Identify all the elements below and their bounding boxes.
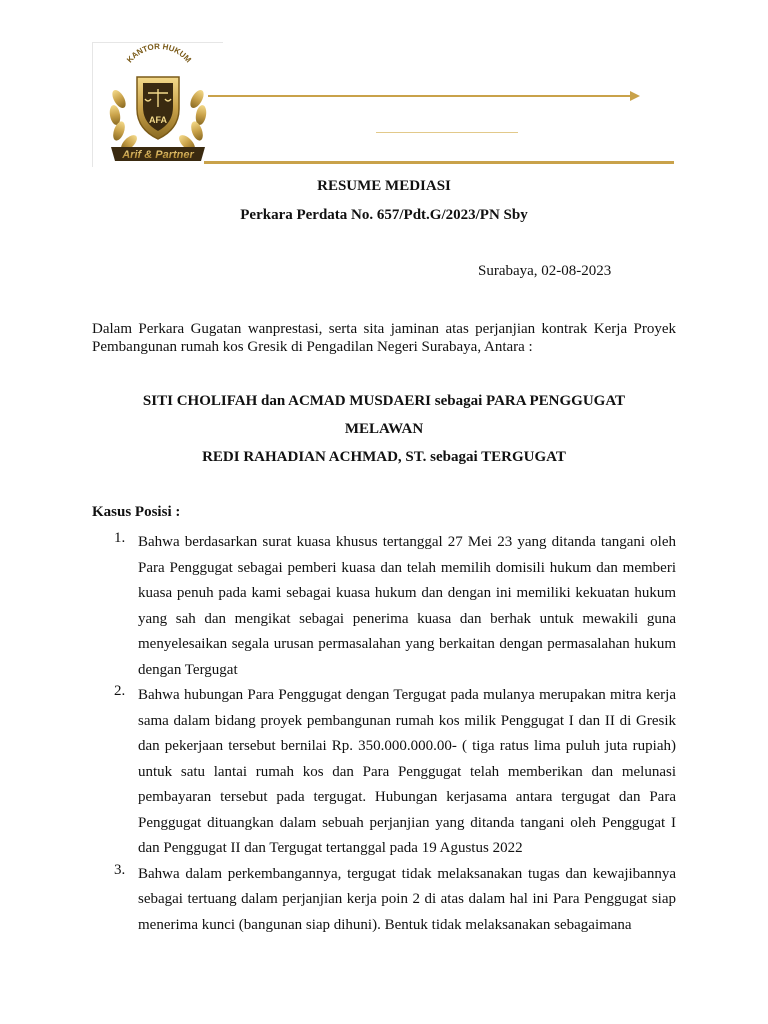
case-position-list: [92, 530, 676, 938]
document-date: Surabaya, 02-08-2023: [478, 263, 612, 279]
list-item-number: 1.: [114, 530, 126, 546]
list-item-number: 2.: [114, 683, 126, 699]
list-item-text: Bahwa hubungan Para Penggugat dengan Tergugat pada mulanya merupakan mitra kerja sama dalam bidang proyek pembangunan rumah kos milik Penggugat I dan II di Gresik dan pekerjaan tersebut bernilai Rp. 350.000.000.00- ( tiga ratus lima puluh juta rupiah) untuk satu lantai rumah kos dan Para Penggugat telah memberikan dan melunasi pembayaran tersebut pada tergugat. Hubungan kerjasama antara tergugat dan Para Penggugat dituangkan dalam sebuah perjanjian yang ditanda tangani oleh Penggugat I dan Penggugat II dan Tergugat tertanggal pada 19 Agustus 2022: [138, 687, 676, 856]
document-title: RESUME MEDIASI: [317, 178, 451, 194]
law-firm-logo: [92, 42, 223, 167]
header-short-line: [376, 132, 518, 133]
intro-paragraph: Dalam Perkara Gugatan wanprestasi, serta sita jaminan atas perjanjian kontrak Kerja Proyek Pembangunan rumah kos Gresik di Pengadilan Negeri Surabaya, Antara :: [92, 321, 676, 355]
svg-text:KANTOR HUKUM: KANTOR HUKUM: [125, 43, 193, 65]
list-item: [92, 862, 676, 939]
list-item: [92, 530, 676, 683]
plaintiffs-line: SITI CHOLIFAH dan ACMAD MUSDAERI sebagai PARA PENGGUGAT: [142, 393, 626, 409]
letterhead: [92, 42, 676, 166]
logo-emblem-icon: [93, 43, 223, 167]
list-item-text: Bahwa berdasarkan surat kuasa khusus tertanggal 27 Mei 23 yang ditanda tangani oleh Para Penggugat sebagai pemberi kuasa dan telah memilih domisili hukum dan memberi kuasa penuh pada kami sebagai kuasa hukum dan dengan ini memiliki kekuatan hukum yang sah dan mengikat sebagai penerima kuasa dan berhak untuk mewakili guna menyelesaikan segala urusan permasalahan yang berkaitan dengan permasalahan hukum dengan Tergugat: [138, 534, 676, 678]
svg-text:AFA: AFA: [149, 115, 167, 125]
arrow-head-icon: [630, 91, 640, 101]
versus-line: MELAWAN: [344, 421, 424, 437]
header-bottom-rule: [204, 161, 674, 164]
svg-text:Arif & Partner: Arif & Partner: [122, 149, 194, 161]
list-item-number: 3.: [114, 861, 126, 878]
case-position-heading: Kasus Posisi :: [92, 504, 181, 520]
list-item-text: Bahwa dalam perkembangannya, tergugat tidak melaksanakan tugas dan kewajibannya sebagai tertuang dalam perjanjian kerja poin 2 di atas dalam hal ini Para Penggugat siap menerima kunci (bangunan siap dihuni). Bentuk tidak melaksanakan sebagaimana: [138, 865, 676, 933]
list-item: [92, 683, 676, 862]
defendant-line: REDI RAHADIAN ACHMAD, ST. sebagai TERGUGAT: [202, 449, 566, 465]
header-arrow-line: [208, 95, 632, 97]
case-number: Perkara Perdata No. 657/Pdt.G/2023/PN Sby: [240, 207, 528, 223]
